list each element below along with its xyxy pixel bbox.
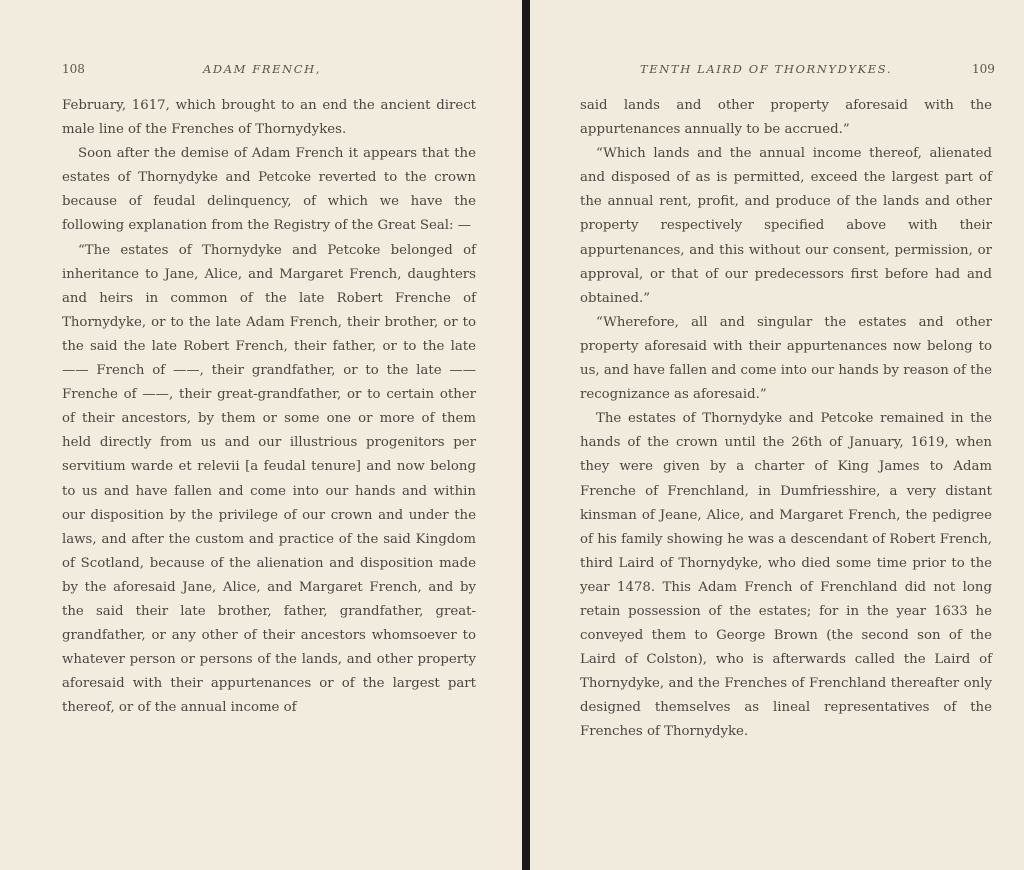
- right-page: [530, 0, 1024, 870]
- running-head: TENTH LAIRD OF THORNYDYKES.: [640, 62, 893, 76]
- paragraph: “The estates of Thornydyke and Petcoke belonged of inheritance to Jane, Alice, and Margaret French, daughters and heirs in common of the late Robert Frenche of Thornydyke, or to the late Adam French, their brother, or to the said the late Robert French, their father, or to the late —— French of ——, their grandfather, or to the late —— Frenche of ——, their great-grandfather, or to certain other of their ancestors, by them or some one or more of them held directly from us and our illustrious progenitors per servitium warde et relevii [a feudal tenure] and now belong to us and have fallen and come into our hands and within our disposition by the privilege of our crown and under the laws, and after the custom and practice of the said Kingdom of Scotland, because of the alienation and disposition made by the aforesaid Jane, Alice, and Margaret French, and by the said their late brother, father, grandfather, great-grandfather, or any other of their ancestors whomsoever to whatever person or persons of the lands, and other property aforesaid with their appurtenances or of the largest part thereof, or of the annual income of: [62, 242, 476, 716]
- paragraph: February, 1617, which brought to an end the ancient direct male line of the Frenches of Thornydykes.: [62, 98, 476, 138]
- paragraph: “Which lands and the annual income thereof, alienated and disposed of as is permitted, exceed the largest part of the annual rent, profit, and produce of the lands and other property respectively specified above with their appurtenances, and this without our consent, permission, or approval, or that of our predecessors first before had and obtained.”: [580, 146, 992, 306]
- page-body: [580, 94, 992, 745]
- paragraph: “Wherefore, all and singular the estates and other property aforesaid with their appurtenances now belong to us, and have fallen and come into our hands by reason of the recognizance as aforesaid.”: [580, 314, 992, 403]
- paragraph: Soon after the demise of Adam French it appears that the estates of Thornydyke and Petcoke reverted to the crown because of feudal delinquency, of which we have the following explanation from the Registry of the Great Seal: —: [62, 146, 476, 234]
- book-gutter: [522, 0, 530, 870]
- paragraph: said lands and other property aforesaid with the appurtenances annually to be accrued.”: [580, 98, 992, 138]
- page-number: 108: [62, 62, 85, 76]
- page-body: [62, 94, 476, 720]
- page-number: 109: [972, 62, 995, 76]
- paragraph: The estates of Thornydyke and Petcoke remained in the hands of the crown until the 26th of January, 1619, when they were given by a charter of King James to Adam Frenche of Frenchland, in Dumfriesshire, a very distant kinsman of Jeane, Alice, and Margaret French, the pedigree of his family showing he was a descendant of Robert French, third Laird of Thornydyke, who died some time prior to the year 1478. This Adam French of Frenchland did not long retain possession of the estates; for in the year 1633 he conveyed them to George Brown (the second son of the Laird of Colston), who is afterwards called the Laird of Thornydyke, and the Frenches of Frenchland thereafter only designed themselves as lineal representatives of the Frenches of Thornydyke.: [580, 411, 992, 740]
- running-head: ADAM FRENCH,: [203, 62, 322, 76]
